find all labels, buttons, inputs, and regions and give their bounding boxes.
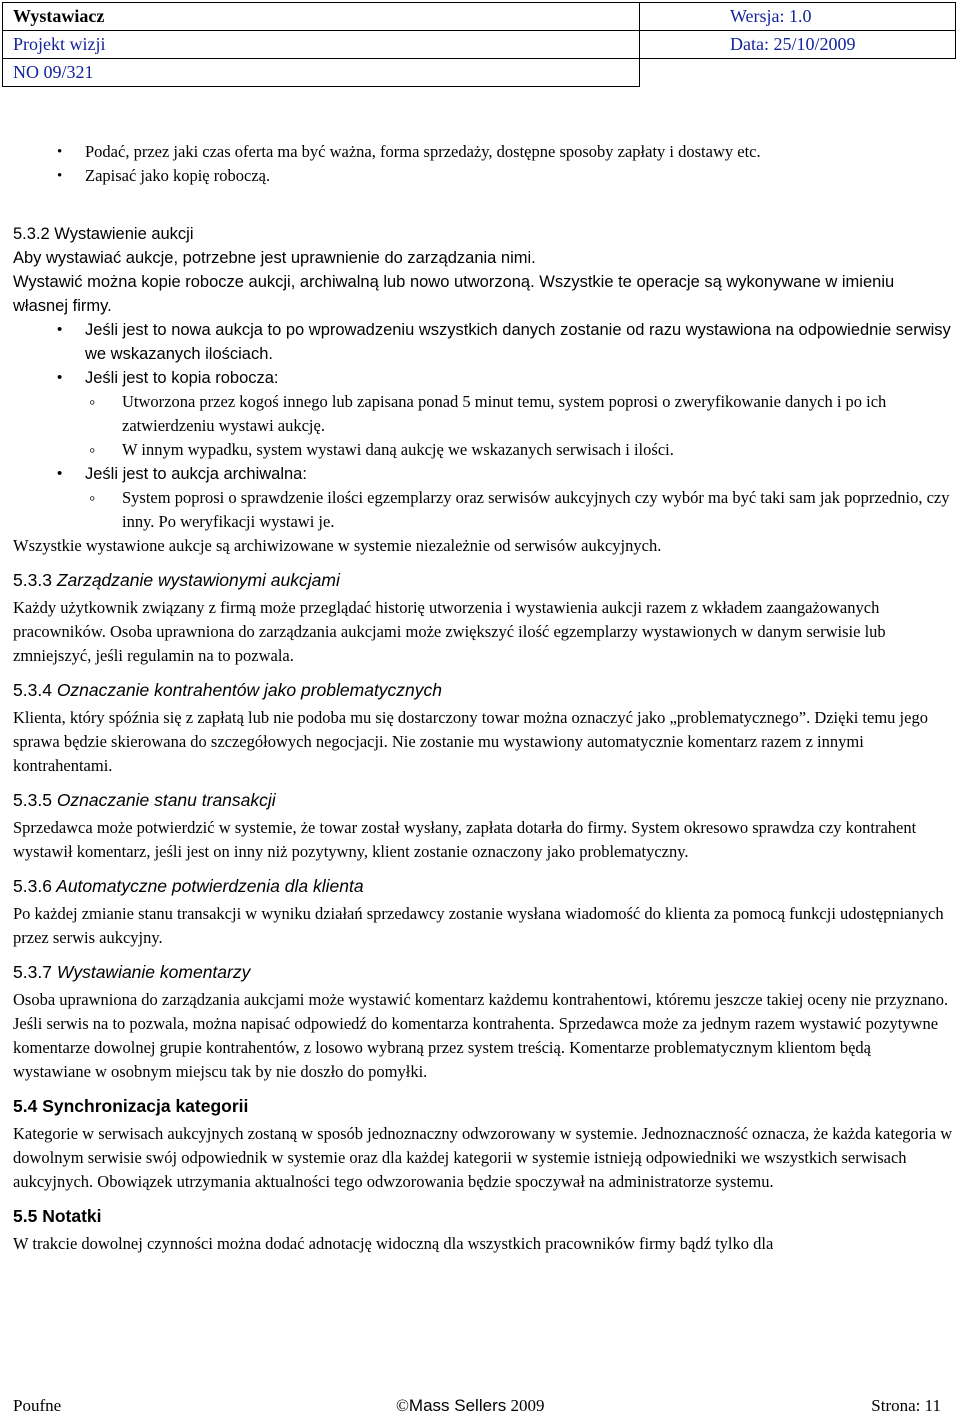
header-doc-type: Projekt wizji [3,31,640,59]
section-heading-5-3-3: 5.3.3 Zarządzanie wystawionymi aukcjami [13,570,340,590]
paragraph: Aby wystawiać aukcje, potrzebne jest uprawnienie do zarządzania nimi. [13,249,536,267]
draft-subcases-list [13,390,953,462]
list-item: • Jeśli jest to nowa aukcja to po wprowadzeniu wszystkich danych zostanie od razu wystawiona na odpowiednie serwisy we wskazanych ilościach. [13,318,953,366]
publish-cases-list [13,318,953,390]
footer-brand: Mass Sellers [408,1396,507,1415]
list-item: • Jeśli jest to kopia robocza: [13,366,953,390]
header-doc-number: NO 09/321 [3,59,640,87]
copyright-icon: © [396,1396,409,1415]
intro-list [13,140,953,188]
header-version: Wersja: 1.0 [640,3,956,31]
paragraph: W trakcie dowolnej czynności można dodać adnotację widoczną dla wszystkich pracowników firmy bądź tylko dla [13,1234,774,1253]
header-date: Data: 25/10/2009 [640,31,956,59]
list-item: • Jeśli jest to aukcja archiwalna: [13,462,953,486]
paragraph: Klienta, który spóźnia się z zapłatą lub nie podoba mu się dostarczony towar można oznaczyć jako „problematycznego”. Dzięki temu jego sprawa będzie skierowana do szczegółowych negocjacji. Nie zostanie mu wystawiony automatycznie komentarz razem z innymi kontrahentami. [13,708,928,775]
list-item: ◦ System poprosi o sprawdzenie ilości egzemplarzy oraz serwisów aukcyjnych czy wybór ma być taki sam jak poprzednio, czy inny. Po weryfikacji wystawi je. [13,486,953,534]
header-product: Wystawiacz [3,3,640,31]
section-heading-5-3-5: 5.3.5 Oznaczanie stanu transakcji [13,790,276,810]
section-heading-5-5: 5.5 Notatki [13,1206,102,1226]
document-footer [13,1396,941,1418]
list-item: ◦ Utworzona przez kogoś innego lub zapisana ponad 5 minut temu, system poprosi o zweryfikowanie danych i po ich zatwierdzeniu wystawi aukcję. [13,390,953,438]
section-heading-5-4: 5.4 Synchronizacja kategorii [13,1096,249,1116]
footer-year: 2009 [506,1396,545,1415]
paragraph: Kategorie w serwisach aukcyjnych zostaną w sposób jednoznaczny odwzorowany w systemie. Jednoznaczność oznacza, że każda kategoria w dowolnym serwisie swój odpowiednik w systemie oraz dla każdej kategorii w systemie istnieją odpowiedniki we wszystkich serwisach aukcyjnych. Obowiązek utrzymania aktualności tego odwzorowania będzie spoczywał na administratorze systemu. [13,1124,953,1191]
paragraph: Każdy użytkownik związany z firmą może przeglądać historię utworzenia i wystawienia aukcji razem z wkładem zaangażowanych pracowników. Osoba uprawniona do zarządzania aukcjami może zwiększyć ilość egzemplarzy wystawionych w danym serwisie lub zmniejszyć, jeśli regulamin na to pozwala. [13,598,886,665]
paragraph: Po każdej zmianie stanu transakcji w wyniku działań sprzedawcy zostanie wysłana wiadomość do klienta za pomocą funkcji udostępnianych przez serwis aukcyjny. [13,904,944,947]
paragraph: Osoba uprawniona do zarządzania aukcjami może wystawić komentarz każdemu kontrahentowi, któremu jeszcze takiej oceny nie przyznano. Jeśli serwis na to pozwala, można napisać odpowiedź do komentarza kontrahenta. Sprzedawca może za jednym razem wystawić pozytywne komentarze dowolnej grupie kontrahentów, z losowo wybraną przez system treścią. Komentarze problematycznym klientom będą wystawiane w osobnym miejscu tak by nie doszło do pomyłki. [13,990,949,1081]
section-heading-5-3-2: 5.3.2 Wystawienie aukcji [13,225,194,243]
footer-copyright [396,1396,544,1416]
header-empty-cell [640,59,956,87]
document-body [13,140,953,1256]
section-heading-5-3-6: 5.3.6 Automatyczne potwierdzenia dla klienta [13,876,364,896]
archive-subcases-list [13,486,953,534]
paragraph: Wszystkie wystawione aukcje są archiwizowane w systemie niezależnie od serwisów aukcyjnych. [13,536,662,555]
footer-page-number: Strona: 11 [871,1396,941,1415]
section-heading-5-3-4: 5.3.4 Oznaczanie kontrahentów jako problematycznych [13,680,443,700]
list-item: • Podać, przez jaki czas oferta ma być ważna, forma sprzedaży, dostępne sposoby zapłaty i dostawy etc. [13,140,953,164]
document-header [2,2,956,87]
footer-confidential: Poufne [13,1396,62,1415]
list-item: ◦ W innym wypadku, system wystawi daną aukcję we wskazanych serwisach i ilości. [13,438,953,462]
archive-case-list [13,462,953,486]
section-heading-5-3-7: 5.3.7 Wystawianie komentarzy [13,962,251,982]
paragraph: Wystawić można kopie robocze aukcji, archiwalną lub nowo utworzoną. Wszystkie te operacje są wykonywane w imieniu własnej firmy. [13,273,895,315]
paragraph: Sprzedawca może potwierdzić w systemie, że towar został wysłany, zapłata dotarła do firmy. System okresowo sprawdza czy kontrahent wystawił komentarz, jeśli jest on inny niż pozytywny, klient zostanie oznaczony jako problematyczny. [13,818,917,861]
list-item: • Zapisać jako kopię roboczą. [13,164,953,188]
